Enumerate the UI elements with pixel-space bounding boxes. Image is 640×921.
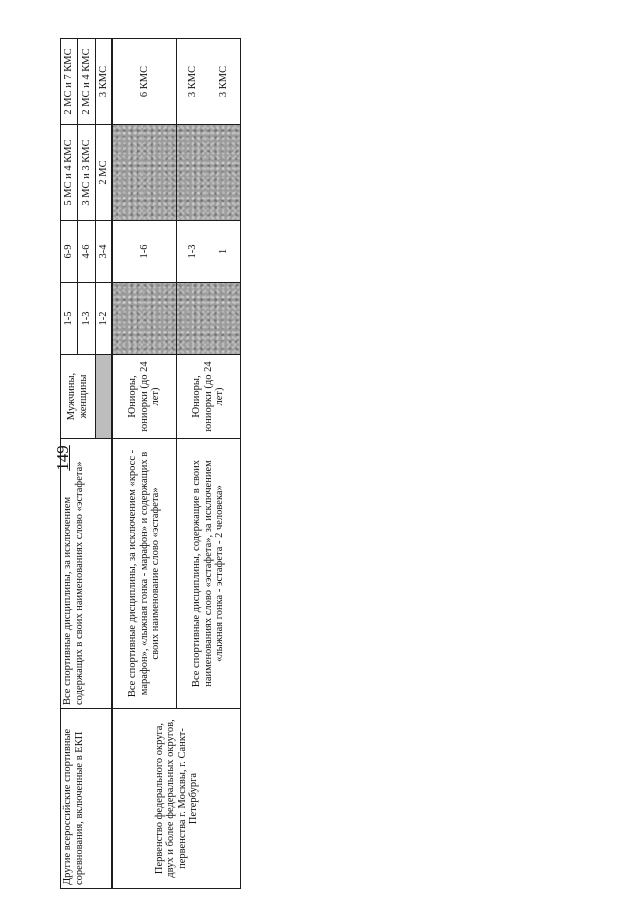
group-cell-empty xyxy=(95,355,112,439)
rank-value: 3 КМС xyxy=(218,65,230,98)
places-cell: 1-2 xyxy=(95,283,112,355)
rank-cell: 6 КМС xyxy=(112,39,176,125)
places-cell: 1-3 xyxy=(78,283,95,355)
rank-cell: 3 МС и 3 КМС xyxy=(78,125,95,221)
group-cell: Мужчины, женщины xyxy=(61,355,96,439)
shaded-cell xyxy=(112,125,176,221)
places-cell: 3-4 xyxy=(95,221,112,283)
places-cell: 1-6 xyxy=(112,221,176,283)
competition-cell: Другие всероссийские спортивные соревнования, включенные в ЕКП xyxy=(61,709,113,889)
places-cell: 4-6 xyxy=(78,221,95,283)
rank-value: 3 КМС xyxy=(186,65,198,98)
rank-cell: 2 МС и 7 КМС xyxy=(61,39,78,125)
group-cell: Юниоры, юниорки (до 24 лет) xyxy=(176,355,240,439)
places-value: 1-3 xyxy=(186,244,198,259)
shaded-cell xyxy=(176,283,240,355)
rank-cell: 5 МС и 4 КМС xyxy=(61,125,78,221)
table-row xyxy=(61,39,78,889)
competition-cell: Первенство федерального округа, двух и более федеральных округов, первенства г. Москвы, г. Санкт-Петербурга xyxy=(112,709,240,889)
rank-cell: 2 МС и 4 КМС xyxy=(78,39,95,125)
rotated-table-wrapper xyxy=(60,39,241,889)
places-cell xyxy=(176,221,240,283)
rank-cell: 3 КМС xyxy=(95,39,112,125)
places-value: 1 xyxy=(218,248,230,255)
group-cell: Юниоры, юниорки (до 24 лет) xyxy=(112,355,176,439)
table-row xyxy=(112,39,176,889)
rank-cell xyxy=(176,39,240,125)
page-number: 149 xyxy=(53,445,72,471)
shaded-cell xyxy=(112,283,176,355)
places-cell: 1-5 xyxy=(61,283,78,355)
discipline-cell: Все спортивные дисциплины, за исключением «кросс - марафон», «лыжная гонка - марафон» и содержащих в своих наименование слово «эстафета» xyxy=(112,439,176,709)
discipline-cell: Все спортивные дисциплины, содержащие в своих наименованиях слово «эстафета», за исключением «лыжная гонка - эстафета - 2 человека» xyxy=(176,439,240,709)
shaded-cell xyxy=(176,125,240,221)
discipline-cell: Все спортивные дисциплины, за исключением содержащих в своих наименованиях слово «эстафета» xyxy=(61,439,113,709)
places-cell: 6-9 xyxy=(61,221,78,283)
rank-cell: 2 МС xyxy=(95,125,112,221)
qualification-table xyxy=(60,38,241,889)
